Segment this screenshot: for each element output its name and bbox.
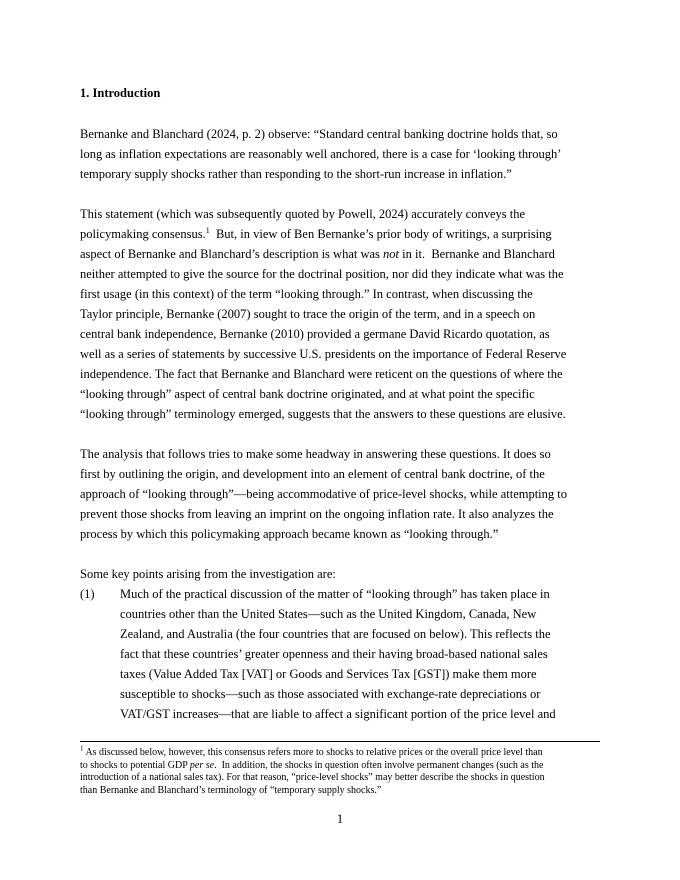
- footnote-line-2-a: to shocks to potential GDP: [80, 759, 190, 771]
- p2-line-2-b: But, in view of Ben Bernanke’s prior body of writings, a surprising: [209, 227, 552, 241]
- p2-line-3-italic: not: [383, 247, 400, 261]
- item1-line-5: taxes (Value Added Tax [VAT] or Goods and Services Tax [GST]) make them more: [120, 667, 537, 681]
- p2-line-3-a: aspect of Bernanke and Blanchard’s description is what was: [80, 247, 384, 261]
- p2-line-10: “looking through” aspect of central bank doctrine originated, and at what point the specific: [80, 387, 535, 401]
- p2-line-5: first usage (in this context) of the term “looking through.” In contrast, when discussing the: [80, 287, 533, 301]
- p1-line-2: long as inflation expectations are reasonably well anchored, there is a case for ‘looking through’: [80, 147, 562, 161]
- p2-line-8: well as a series of statements by successive U.S. presidents on the importance of Federal Reserve: [80, 347, 567, 361]
- p2-line-1: This statement (which was subsequently quoted by Powell, 2024) accurately conveys the: [80, 207, 526, 221]
- paragraph-1: [80, 124, 605, 184]
- footnote-line-4: than Bernanke and Blanchard’s terminology of “temporary supply shocks.”: [80, 784, 382, 796]
- list-item-number: (1): [80, 587, 95, 601]
- paragraph-3: [80, 444, 605, 544]
- p1-line-1: Bernanke and Blanchard (2024, p. 2) observe: “Standard central banking doctrine holds that, so: [80, 127, 558, 141]
- p4-intro-line: Some key points arising from the investigation are:: [80, 567, 336, 581]
- p2-line-7: central bank independence, Bernanke (2010) provided a germane David Ricardo quotation, as: [80, 327, 550, 341]
- p3-line-2: first by outlining the origin, and development into an element of central bank doctrine, of the: [80, 467, 545, 481]
- p2-line-11: “looking through” terminology emerged, suggests that the answers to these questions are elusive.: [80, 407, 566, 421]
- footnote-separator: [80, 741, 600, 742]
- p1-line-3: temporary supply shocks rather than responding to the short-run increase in inflation.”: [80, 167, 512, 181]
- p2-line-3-b: in it. Bernanke and Blanchard: [399, 247, 555, 261]
- item1-line-1: Much of the practical discussion of the matter of “looking through” has taken place in: [120, 587, 550, 601]
- p2-line-4: neither attempted to give the source for the doctrinal position, nor did they indicate what was the: [80, 267, 564, 281]
- footnote-line-1-text: As discussed below, however, this consensus refers more to shocks to relative prices or the overall price level than: [83, 747, 543, 758]
- p2-line-2: [80, 224, 605, 244]
- item1-line-3: Zealand, and Australia (the four countries that are focused on below). This reflects the: [120, 627, 551, 641]
- item1-line-7: VAT/GST increases—that are liable to affect a significant portion of the price level and: [120, 707, 556, 721]
- footnote-line-3: introduction of a national sales tax). For that reason, “price-level shocks” may better describe the shocks in question: [80, 772, 545, 783]
- p3-line-1: The analysis that follows tries to make some headway in answering these questions. It does so: [80, 447, 551, 461]
- footnote-reference[interactable]: 1: [205, 225, 210, 235]
- list-item-text: [120, 584, 605, 724]
- footnote: [80, 744, 605, 797]
- paragraph-4-intro: [80, 564, 605, 584]
- footnote-line-2: [80, 760, 605, 773]
- p3-line-3: approach of “looking through”—being accommodative of price-level shocks, while attempting to: [80, 487, 568, 501]
- page-number: 1: [336, 812, 344, 826]
- numbered-list-item-1: [80, 584, 605, 724]
- p2-line-2-a: policymaking consensus.: [80, 227, 206, 241]
- item1-line-6: susceptible to shocks—such as those associated with exchange-rate depreciations or: [120, 687, 541, 701]
- p2-line-6: Taylor principle, Bernanke (2007) sought to trace the origin of the term, and in a speech on: [80, 307, 536, 321]
- p3-line-4: prevent those shocks from leaving an imprint on the ongoing inflation rate. It also analyzes the: [80, 507, 554, 521]
- item1-line-2: countries other than the United States—such as the United Kingdom, Canada, New: [120, 607, 537, 621]
- p3-line-5: process by which this policymaking approach became known as “looking through.”: [80, 527, 499, 541]
- footnote-line-2-italic: per se: [189, 759, 215, 771]
- section-heading: 1. Introduction: [80, 86, 161, 100]
- p2-line-3: [80, 244, 605, 264]
- footnote-number: 1: [80, 744, 84, 753]
- p2-line-9: independence. The fact that Bernanke and Blanchard were reticent on the questions of where the: [80, 367, 563, 381]
- footnote-line-1: [80, 744, 605, 760]
- item1-line-4: fact that these countries’ greater openness and their having broad-based national sales: [120, 647, 548, 661]
- footnote-line-2-b: . In addition, the shocks in question often involve permanent changes (such as the: [214, 759, 544, 771]
- paragraph-2: [80, 204, 605, 424]
